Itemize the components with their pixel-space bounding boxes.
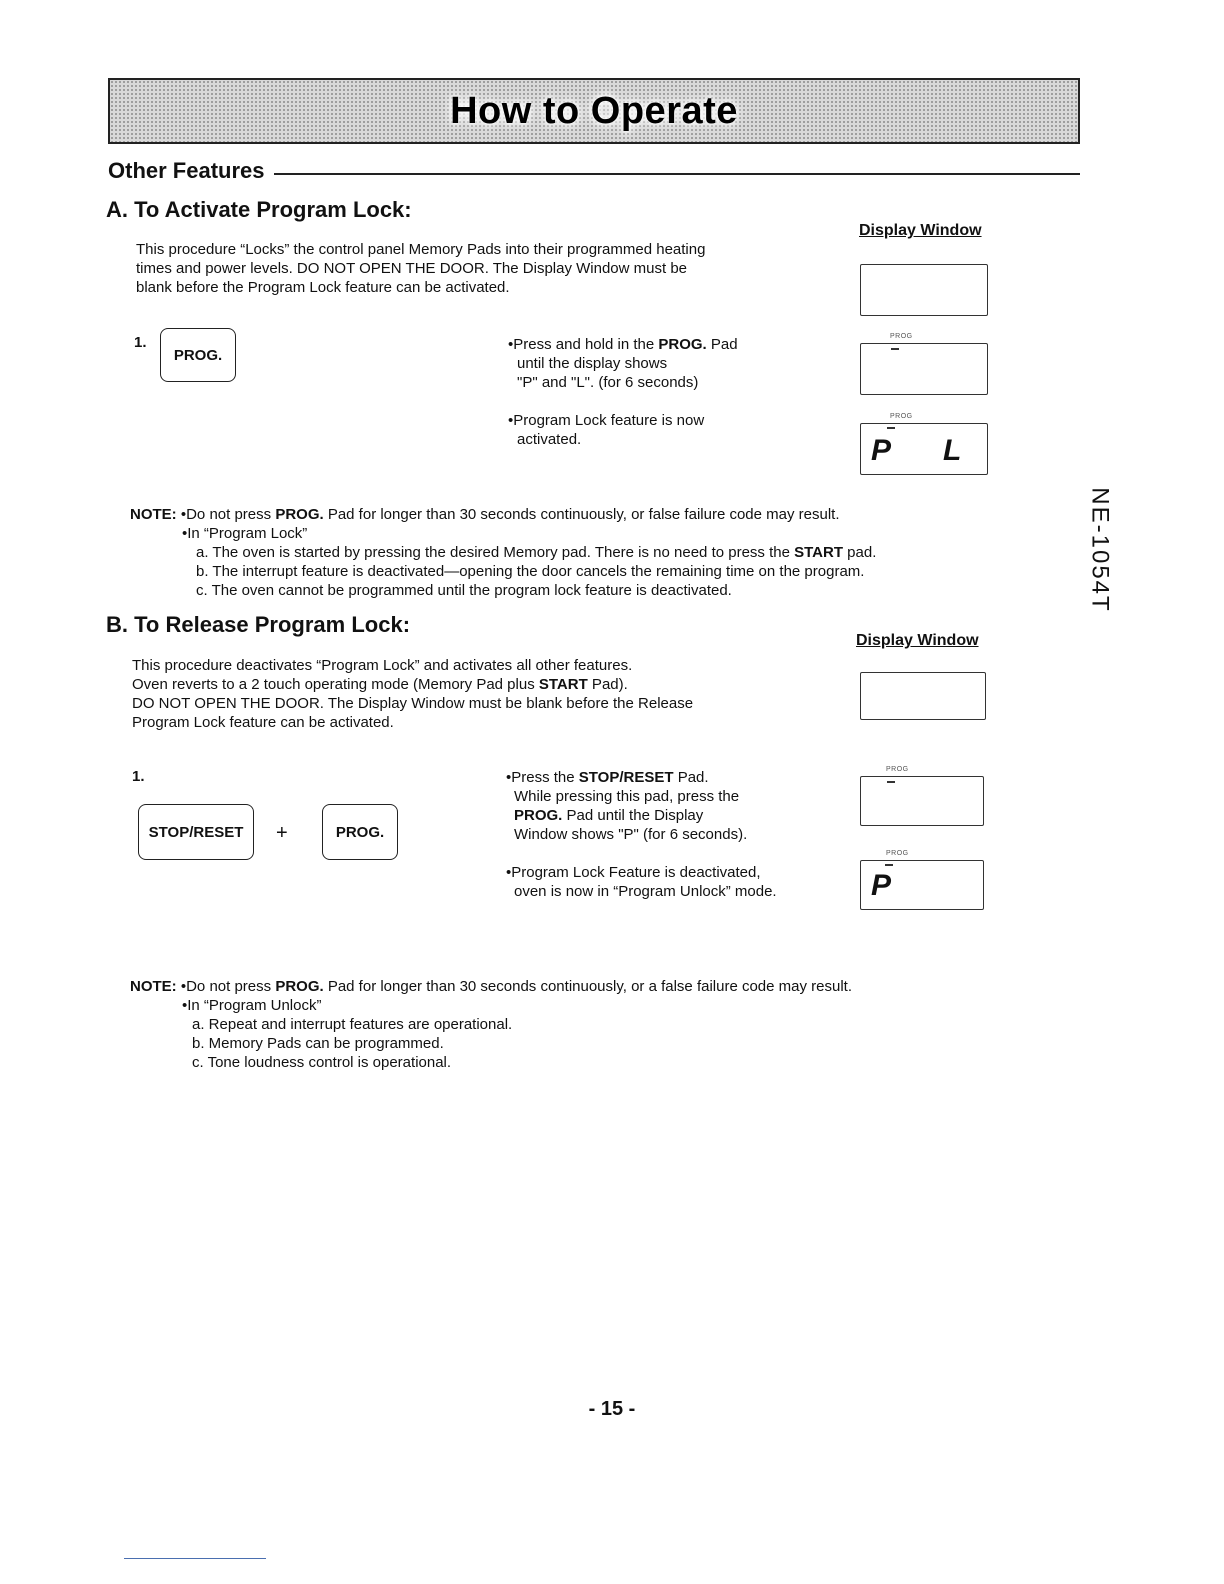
prog-indicator-icon bbox=[887, 427, 895, 429]
note-text: •Do not press bbox=[180, 506, 276, 523]
note-text: •In “Program Lock” bbox=[182, 525, 308, 542]
part-b-intro-line: Program Lock feature can be activated. bbox=[132, 714, 394, 731]
part-b-intro-line: Oven reverts to a 2 touch operating mode (Memory Pad plus bbox=[132, 676, 539, 693]
instruction-text: While pressing this pad, press the bbox=[514, 788, 740, 805]
display-window-prog bbox=[860, 776, 984, 826]
note-text: b. Memory Pads can be programmed. bbox=[192, 1035, 444, 1052]
display-window-blank bbox=[860, 264, 988, 316]
display-window-p bbox=[860, 860, 984, 910]
note-text: •In “Program Unlock” bbox=[182, 997, 322, 1014]
part-a-step-instruction bbox=[508, 335, 838, 392]
intro-bold: START bbox=[538, 676, 588, 693]
note-text: Pad for longer than 30 seconds continuously, or false failure code may result. bbox=[323, 506, 840, 523]
step-number: 1. bbox=[134, 334, 147, 351]
lcd-char-p: P bbox=[871, 869, 892, 902]
prog-pad-button[interactable]: PROG. bbox=[322, 804, 398, 860]
part-a-intro-line: This procedure “Locks” the control panel Memory Pads into their programmed heating bbox=[136, 241, 706, 258]
instruction-text: "P" and "L". (for 6 seconds) bbox=[517, 374, 699, 391]
page-banner bbox=[108, 78, 1080, 144]
part-a-heading: A. To Activate Program Lock: bbox=[106, 197, 412, 222]
part-b-heading: B. To Release Program Lock: bbox=[106, 612, 411, 637]
note-bold: PROG. bbox=[275, 978, 324, 995]
part-b-intro-line: Pad). bbox=[587, 676, 628, 693]
part-b-step-instruction bbox=[506, 768, 836, 844]
instruction-text: activated. bbox=[517, 431, 582, 448]
display-window-blank bbox=[860, 672, 986, 720]
note-text: b. The interrupt feature is deactivated—opening the door cancels the remaining time on the program. bbox=[196, 563, 865, 580]
part-a-display-window-label: Display Window bbox=[859, 222, 982, 239]
instruction-text: •Press the bbox=[506, 769, 579, 786]
part-b-intro-line: This procedure deactivates “Program Lock” and activates all other features. bbox=[132, 657, 633, 674]
note-text: a. The oven is started by pressing the desired Memory pad. There is no need to press the bbox=[196, 544, 795, 561]
note-text: c. Tone loudness control is operational. bbox=[192, 1054, 452, 1071]
instruction-text: Pad until the Display bbox=[562, 807, 704, 824]
lcd-char-l: L bbox=[943, 434, 962, 467]
note-text: •Do not press bbox=[180, 978, 276, 995]
note-label: NOTE: bbox=[130, 978, 177, 995]
banner-title: How to Operate bbox=[450, 89, 738, 132]
note-text: pad. bbox=[843, 544, 877, 561]
part-a-intro-line: blank before the Program Lock feature can be activated. bbox=[136, 279, 510, 296]
part-b-display-window-label: Display Window bbox=[856, 632, 979, 649]
prog-indicator-icon bbox=[891, 348, 899, 350]
lcd-char-p: P bbox=[871, 434, 892, 467]
part-a-step-result bbox=[508, 411, 838, 449]
part-b-intro-line: DO NOT OPEN THE DOOR. The Display Window must be blank before the Release bbox=[132, 695, 694, 712]
lcd-prog-caption: PROG bbox=[890, 413, 913, 420]
display-window-prog bbox=[860, 343, 988, 395]
part-a-note bbox=[130, 505, 1010, 600]
part-b-note bbox=[130, 977, 1010, 1072]
instruction-text: oven is now in “Program Unlock” mode. bbox=[514, 883, 777, 900]
note-label: NOTE: bbox=[130, 506, 177, 523]
display-window-pl bbox=[860, 423, 988, 475]
step-number: 1. bbox=[132, 768, 145, 785]
note-bold: PROG. bbox=[275, 506, 324, 523]
instruction-text: •Program Lock Feature is deactivated, bbox=[506, 864, 761, 881]
prog-indicator-icon bbox=[887, 781, 895, 783]
model-number-container bbox=[1050, 487, 1150, 613]
instruction-text: •Press and hold in the bbox=[508, 336, 659, 353]
section-rule bbox=[274, 173, 1080, 175]
note-text: Pad for longer than 30 seconds continuously, or a false failure code may result. bbox=[323, 978, 853, 995]
lcd-prog-caption: PROG bbox=[890, 333, 913, 340]
instruction-text: Pad. bbox=[673, 769, 709, 786]
part-b-step-result bbox=[506, 863, 836, 901]
plus-sign: + bbox=[276, 822, 288, 844]
lcd-prog-caption: PROG bbox=[886, 766, 909, 773]
instruction-bold: PROG. bbox=[514, 807, 563, 824]
note-bold: START bbox=[794, 544, 844, 561]
stop-reset-pad-button[interactable]: STOP/RESET bbox=[138, 804, 254, 860]
instruction-text: Window shows "P" (for 6 seconds). bbox=[514, 826, 748, 843]
part-a-intro-line: times and power levels. DO NOT OPEN THE DOOR. The Display Window must be bbox=[136, 260, 688, 277]
prog-indicator-icon bbox=[885, 864, 893, 866]
prog-pad-button[interactable]: PROG. bbox=[160, 328, 236, 382]
instruction-bold: PROG. bbox=[658, 336, 707, 353]
instruction-bold: STOP/RESET bbox=[578, 769, 674, 786]
note-text: c. The oven cannot be programmed until the program lock feature is deactivated. bbox=[196, 582, 732, 599]
note-text: a. Repeat and interrupt features are operational. bbox=[192, 1016, 513, 1033]
lcd-prog-caption: PROG bbox=[886, 850, 909, 857]
page-number: - 15 - bbox=[588, 1398, 636, 1420]
instruction-text: •Program Lock feature is now bbox=[508, 412, 705, 429]
instruction-text: until the display shows bbox=[517, 355, 668, 372]
footer-rule bbox=[124, 1558, 266, 1559]
part-b-intro bbox=[132, 656, 832, 732]
model-number: NE-1054T bbox=[1087, 487, 1115, 613]
section-title: Other Features bbox=[108, 158, 265, 183]
instruction-text: Pad bbox=[706, 336, 738, 353]
part-a-intro bbox=[136, 240, 836, 297]
